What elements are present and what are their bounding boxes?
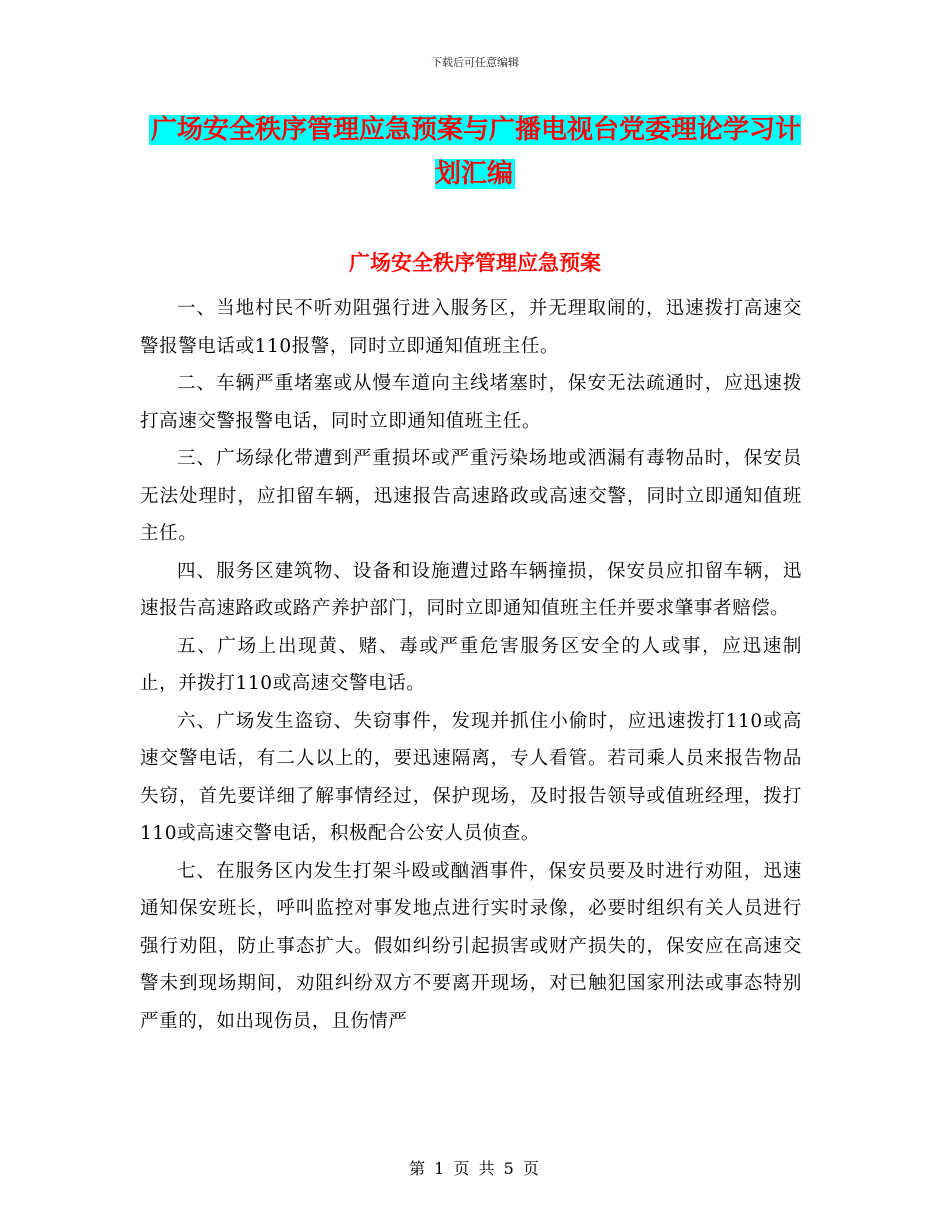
page-number: 第 1 页 共 5 页 (409, 1159, 541, 1178)
paragraph-3: 三、广场绿化带遭到严重损坏或严重污染场地或洒漏有毒物品时，保安员无法处理时，应扣留车辆，迅速报告高速路政或高速交警，同时立即通知值班主任。 (140, 448, 802, 544)
paragraph-7: 七、在服务区内发生打架斗殴或酗酒事件，保安员要及时进行劝阻，迅速通知保安班长，呼叫监控对事发地点进行实时录像，必要时组织有关人员进行强行劝阻，防止事态扩大。假如纠纷引起损害或财产损失的，保安应在高速交警未到现场期间，劝阻纠纷双方不要离开现场，对已触犯国家刑法或事态特别严重的，如出现伤员，且伤情严 (140, 860, 802, 1032)
section-title: 广场安全秩序管理应急预案 (349, 250, 601, 275)
paragraph-5: 五、广场上出现黄、赌、毒或严重危害服务区安全的人或事，应迅速制止，并拨打110或高速交警电话。 (140, 635, 802, 694)
paragraph-4: 四、服务区建筑物、设备和设施遭过路车辆撞损，保安员应扣留车辆，迅速报告高速路政或路产养护部门，同时立即通知值班主任并要求肇事者赔偿。 (140, 560, 802, 619)
document-body (140, 290, 802, 1040)
document-title-text: 广场安全秩序管理应急预案与广播电视台党委理论学习计划汇编 (150, 115, 801, 189)
paragraph-2: 二、车辆严重堵塞或从慢车道向主线堵塞时，保安无法疏通时，应迅速拨打高速交警报警电话，同时立即通知值班主任。 (140, 373, 802, 432)
document-title (140, 108, 810, 196)
header-note: 下载后可任意编辑 (431, 56, 519, 69)
paragraph-6: 六、广场发生盗窃、失窃事件，发现并抓住小偷时，应迅速拨打110或高速交警电话，有二人以上的，要迅速隔离，专人看管。若司乘人员来报告物品失窃，首先要详细了解事情经过，保护现场，及时报告领导或值班经理，拨打110或高速交警电话，积极配合公安人员侦查。 (140, 710, 802, 844)
paragraph-1: 一、当地村民不听劝阻强行进入服务区，并无理取闹的，迅速拨打高速交警报警电话或110报警，同时立即通知值班主任。 (140, 298, 802, 357)
